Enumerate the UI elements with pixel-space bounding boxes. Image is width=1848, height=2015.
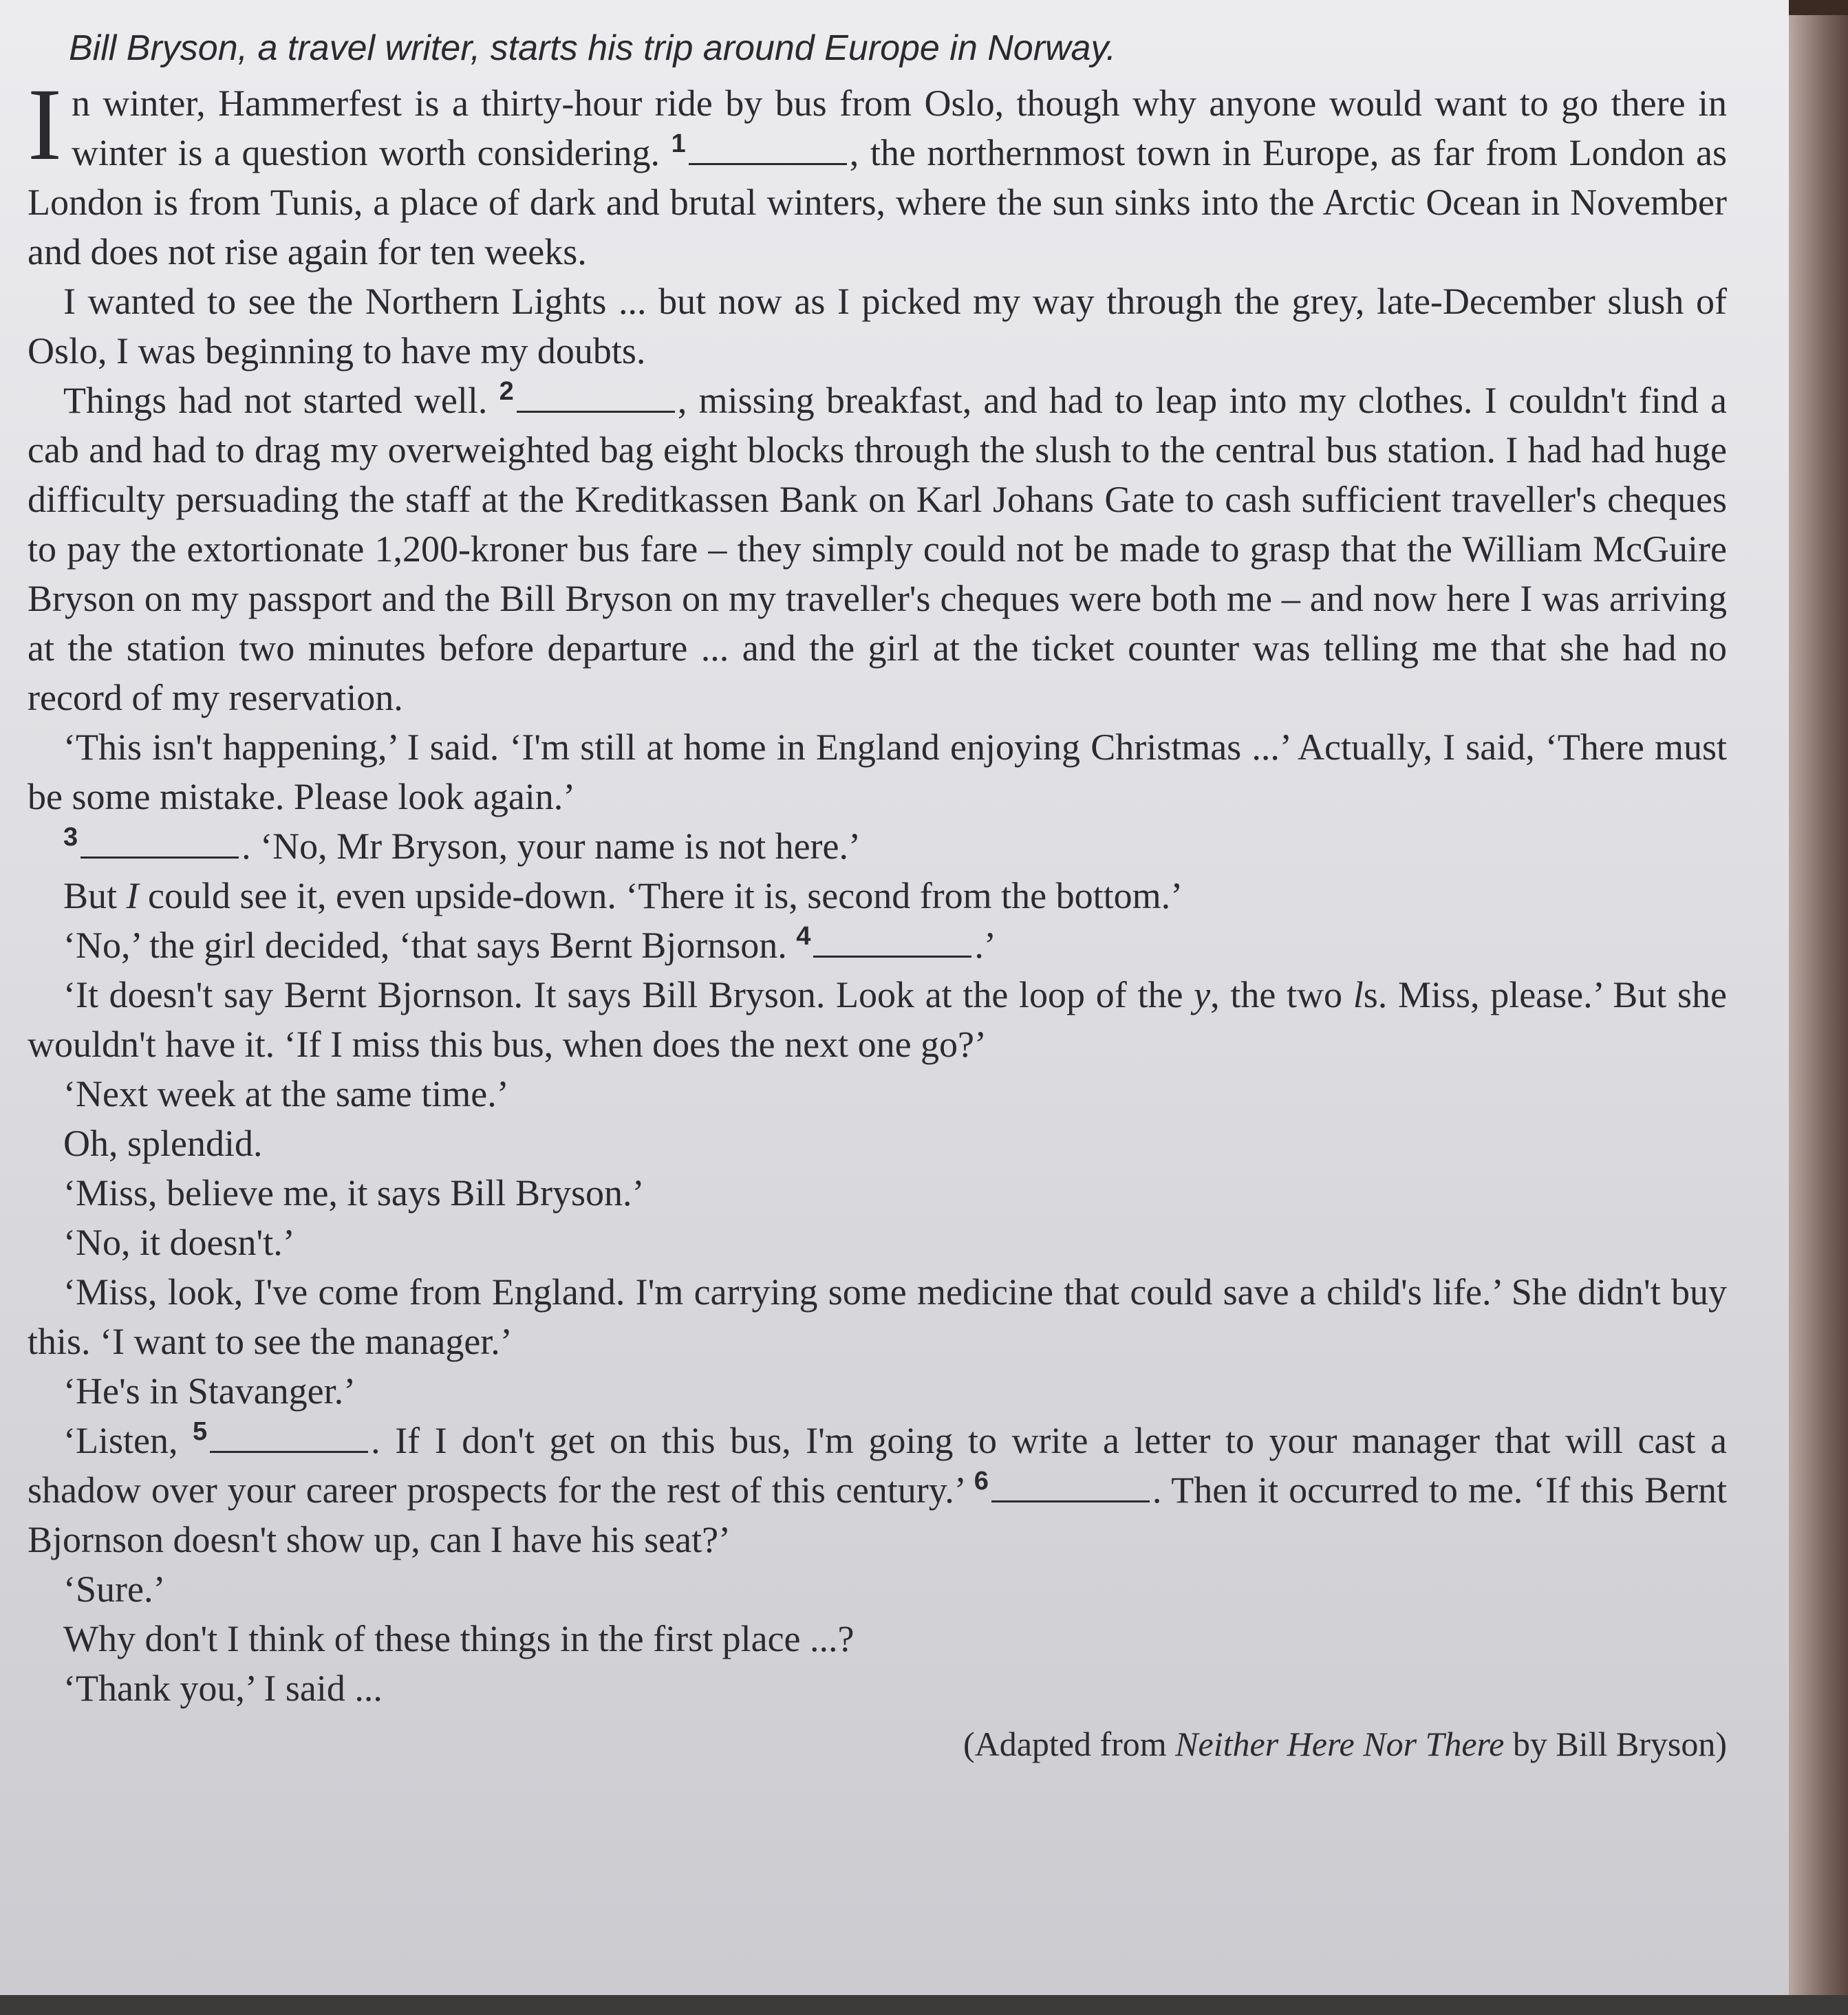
paragraph-7: ‘No,’ the girl decided, ‘that says Bernt Bjornson. $^4$ .’ <box>63 922 996 966</box>
drop-cap: I <box>28 67 62 182</box>
paragraph-1: In winter, Hammerfest is a thirty-hour ride by bus from Oslo, though why anyone would want to go there in winter is a question worth considering. $^1$ , the northernmost town in Europe, as far from London as London is from Tunis, a place of dark and brutal winters, where the sun sinks into the Arctic Ocean in November and does not rise again for ten weeks. <box>28 67 1727 272</box>
paragraph-8: ‘It doesn't say Bernt Bjornson. It says Bill Bryson. Look at the loop of the y, the two ls. Miss, please.’ But she wouldn't have it. ‘If I miss this bus, when does the next one go?’ <box>28 974 1727 1065</box>
intro-line: Bill Bryson, a travel writer, starts his trip around Europe in Norway. <box>69 28 1117 68</box>
gap-number: 6 <box>974 1467 989 1496</box>
bottom-shadow <box>0 1995 1848 2015</box>
paragraph-10: Oh, splendid. <box>63 1123 263 1164</box>
corner-shadow <box>1789 0 1848 15</box>
paragraph-4: ‘This isn't happening,’ I said. ‘I'm still at home in England enjoying Christmas ...’ Actually, I said, ‘There must be some mistake. Please look again.’ <box>28 726 1727 817</box>
paragraph-2: I wanted to see the Northern Lights ... but now as I picked my way through the grey, late-December slush of Oslo, I was beginning to have my doubts. <box>28 281 1727 371</box>
paragraph-16: ‘Sure.’ <box>63 1569 166 1610</box>
gap-number: 4 <box>796 922 811 951</box>
gap-blank[interactable] <box>210 1423 368 1453</box>
gap-blank[interactable] <box>991 1473 1150 1502</box>
paragraph-13: ‘Miss, look, I've come from England. I'm carrying some medicine that could save a child's life.’ She didn't buy this. ‘I want to see the manager.’ <box>28 1271 1727 1362</box>
gap-blank[interactable] <box>689 136 847 165</box>
paragraph-15: ‘Listen, $^5$ . If I don't get on this bus, I'm going to write a letter to your manager that will cast a shadow over your career prospects for the rest of this century.’ $^6$ . Then it occurred to me. ‘If this Bernt Bjornson doesn't show up, can I have his seat?’ <box>28 1417 1728 1560</box>
gap-blank[interactable] <box>80 829 239 859</box>
book-edge <box>1789 0 1848 2015</box>
paragraph-18: ‘Thank you,’ I said ... <box>63 1668 383 1709</box>
book-title: Neither Here Nor There <box>1175 1725 1505 1763</box>
gap-number: 5 <box>193 1417 208 1446</box>
paragraph-3: Things had not started well. $^2$ , missing breakfast, and had to leap into my clothes. I couldn't find a cab and had to drag my overweighted bag eight blocks through the slush to the central bus station. I had had huge difficulty persuading the staff at the Kreditkassen Bank on Karl Johans Gate to cash sufficient traveller's cheques to pay the extortionate 1,200-kroner bus fare – they simply could not be made to grasp that the William McGuire Bryson on my passport and the Bill Bryson on my traveller's cheques were both me – and now here I was arriving at the station two minutes before departure ... and the girl at the ticket counter was telling me that she had no record of my reservation. <box>28 377 1728 718</box>
paragraph-9: ‘Next week at the same time.’ <box>63 1073 509 1114</box>
gap-number: 2 <box>499 377 514 406</box>
paragraph-17: Why don't I think of these things in the first place ...? <box>63 1618 855 1659</box>
paragraph-11: ‘Miss, believe me, it says Bill Bryson.’ <box>63 1172 645 1214</box>
source-citation: (Adapted from Neither Here Nor There by Bill Bryson) <box>963 1725 1727 1763</box>
gap-blank[interactable] <box>517 383 675 413</box>
paragraph-14: ‘He's in Stavanger.’ <box>63 1370 356 1412</box>
paragraph-12: ‘No, it doesn't.’ <box>63 1222 295 1263</box>
paragraph-6: But I could see it, even upside-down. ‘There it is, second from the bottom.’ <box>63 875 1183 916</box>
gap-number: 1 <box>671 129 686 158</box>
paragraph-5: $^3$ . ‘No, Mr Bryson, your name is not here.’ <box>63 823 861 867</box>
gap-blank[interactable] <box>813 928 971 958</box>
gap-number: 3 <box>63 823 78 852</box>
